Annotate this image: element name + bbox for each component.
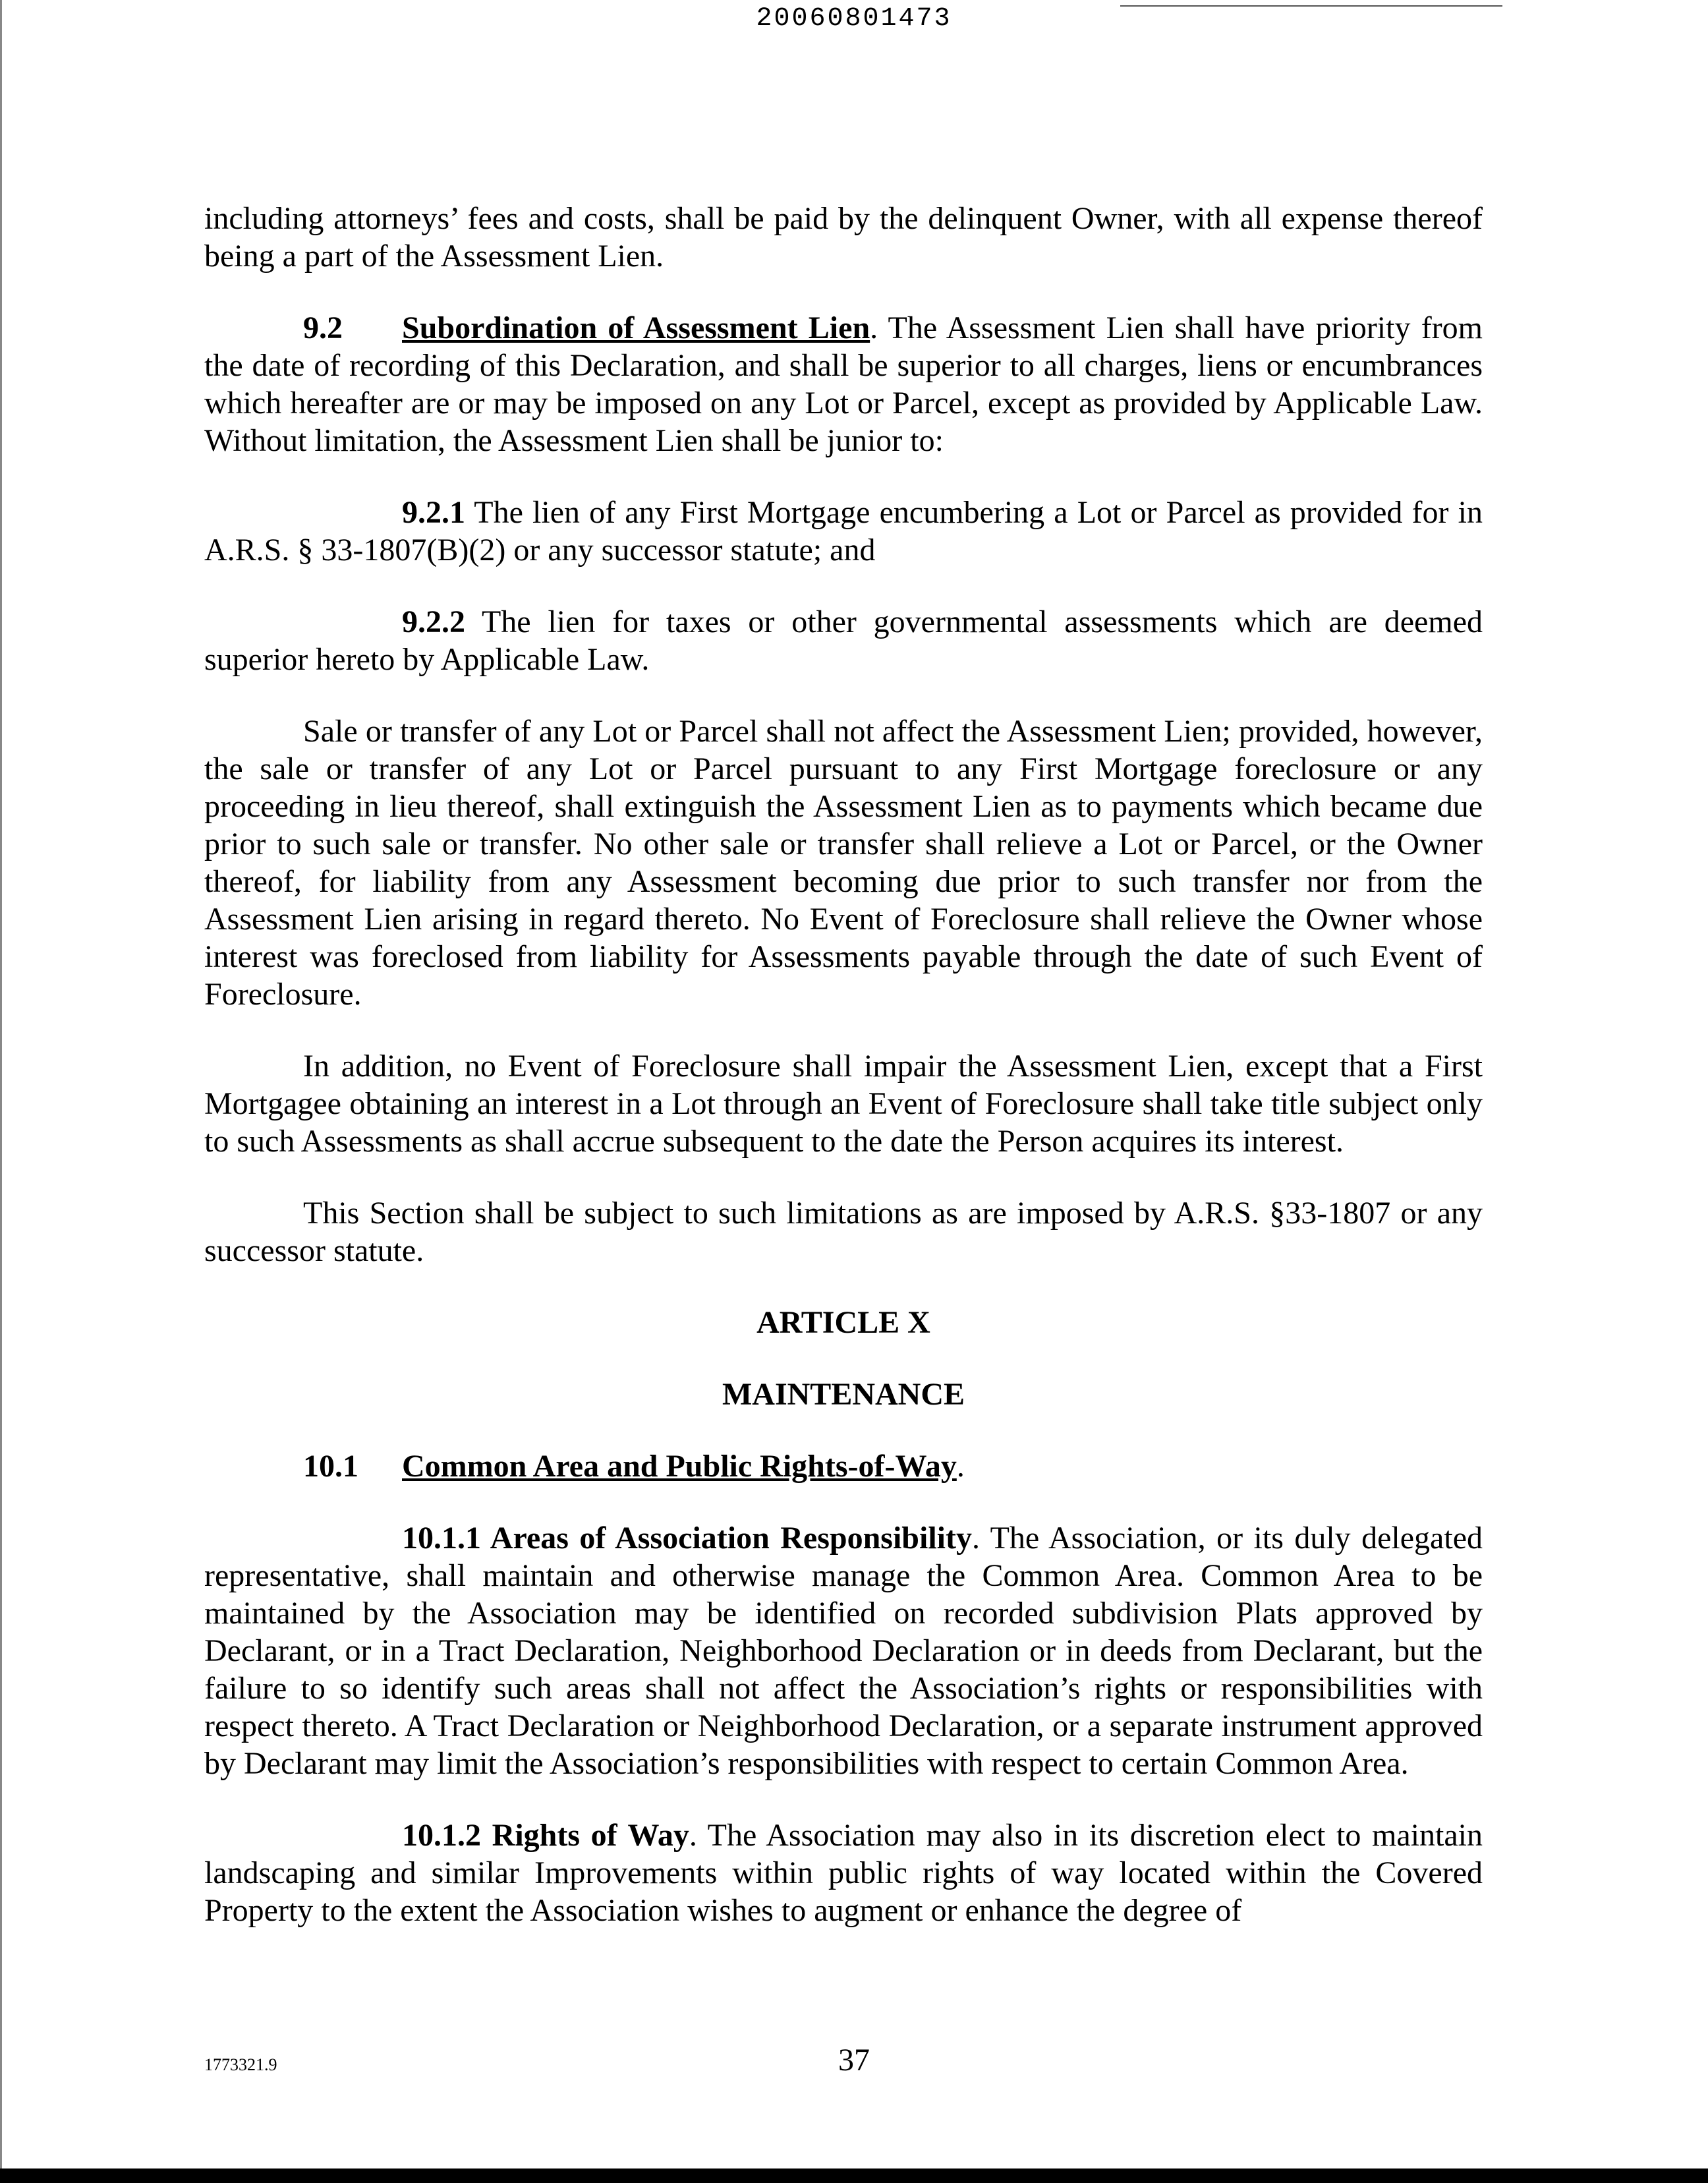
subsection-number: 10.1.1 bbox=[402, 1521, 481, 1556]
subsection-text: The lien for taxes or other governmental assessments which are deemed superior hereto by Applicable Law. bbox=[204, 604, 1483, 677]
section-9-2-2 bbox=[204, 603, 1483, 678]
section-number: 10.1 bbox=[303, 1449, 358, 1484]
subsection-title: Areas of Association Responsibility bbox=[481, 1521, 972, 1556]
subsection-number: 10.1.2 bbox=[402, 1818, 481, 1853]
section-9-2 bbox=[204, 309, 1483, 459]
paragraph-carryover: including attorneys’ fees and costs, shall be paid by the delinquent Owner, with all expense thereof being a part of the Assessment Lien. bbox=[204, 201, 1483, 274]
scan-left-edge bbox=[0, 0, 2, 2183]
section-text: . The Assessment Lien shall have priority from the date of recording of this Declaration, and shall be superior to all charges, liens or encumbrances which hereafter are or may be imposed on any Lot or Parcel, except as provided by Applicable Law. Without limitation, the Assessment Lien shall be junior to: bbox=[204, 310, 1483, 458]
document-code: 1773321.9 bbox=[204, 2055, 277, 2074]
section-title: Common Area and Public Rights-of-Way bbox=[402, 1449, 957, 1484]
subsection-number: 9.2.2 bbox=[402, 604, 465, 639]
subsection-text: . The Association, or its duly delegated representative, shall maintain and otherwise manage the Common Area. Common Area to be maintained by the Association may be identified on recorded subdivision Plats approved by Declarant, or in a Tract Declaration, Neighborhood Declaration or in deeds from Declarant, but the failure to so identify such areas shall not affect the Association’s rights or responsibilities with respect thereto. A Tract Declaration or Neighborhood Declaration, or a separate instrument approved by Declarant may limit the Association’s responsibilities with respect to certain Common Area. bbox=[204, 1521, 1483, 1781]
subsection-title: Rights of Way bbox=[481, 1818, 689, 1853]
paragraph-sale-transfer: Sale or transfer of any Lot or Parcel shall not affect the Assessment Lien; provided, however, the sale or transfer of any Lot or Parcel pursuant to any First Mortgage foreclosure or any proceeding in lieu thereof, shall extinguish the Assessment Lien as to payments which became due prior to such sale or transfer. No other sale or transfer shall relieve a Lot or Parcel, or the Owner thereof, for liability from any Assessment becoming due prior to such transfer nor from the Assessment Lien arising in regard thereto. No Event of Foreclosure shall relieve the Owner whose interest was foreclosed from liability for Assessments payable through the date of such Event of Foreclosure. bbox=[204, 714, 1483, 1012]
paragraph-limitations: This Section shall be subject to such limitations as are imposed by A.R.S. §33-1807 or any successor statute. bbox=[204, 1196, 1483, 1268]
section-10-1 bbox=[204, 1447, 1483, 1485]
section-number: 9.2 bbox=[303, 310, 343, 345]
paragraph-in-addition: In addition, no Event of Foreclosure shall impair the Assessment Lien, except that a First Mortgagee obtaining an interest in a Lot through an Event of Foreclosure shall take title subject only to such Assessments as shall accrue subsequent to the date the Person acquires its interest. bbox=[204, 1049, 1483, 1159]
section-trail: . bbox=[956, 1449, 965, 1484]
section-9-2-1 bbox=[204, 494, 1483, 569]
page-number: 37 bbox=[838, 2043, 870, 2078]
article-title: MAINTENANCE bbox=[722, 1377, 965, 1412]
section-10-1-1 bbox=[204, 1519, 1483, 1782]
section-title: Subordination of Assessment Lien bbox=[402, 310, 870, 345]
subsection-text: . The Association may also in its discretion elect to maintain landscaping and similar Improvements within public rights of way located within the Covered Property to the extent the Association wishes to augment or enhance the degree of bbox=[204, 1818, 1483, 1928]
subsection-text: The lien of any First Mortgage encumbering a Lot or Parcel as provided for in A.R.S. § 33-1807(B)(2) or any successor statute; and bbox=[204, 495, 1483, 568]
section-10-1-2 bbox=[204, 1817, 1483, 1929]
recording-number: 20060801473 bbox=[756, 4, 952, 34]
subsection-number: 9.2.1 bbox=[402, 495, 465, 530]
document-body bbox=[204, 200, 1483, 1929]
article-number: ARTICLE X bbox=[756, 1305, 930, 1340]
scan-bottom-bar bbox=[0, 2168, 1708, 2183]
